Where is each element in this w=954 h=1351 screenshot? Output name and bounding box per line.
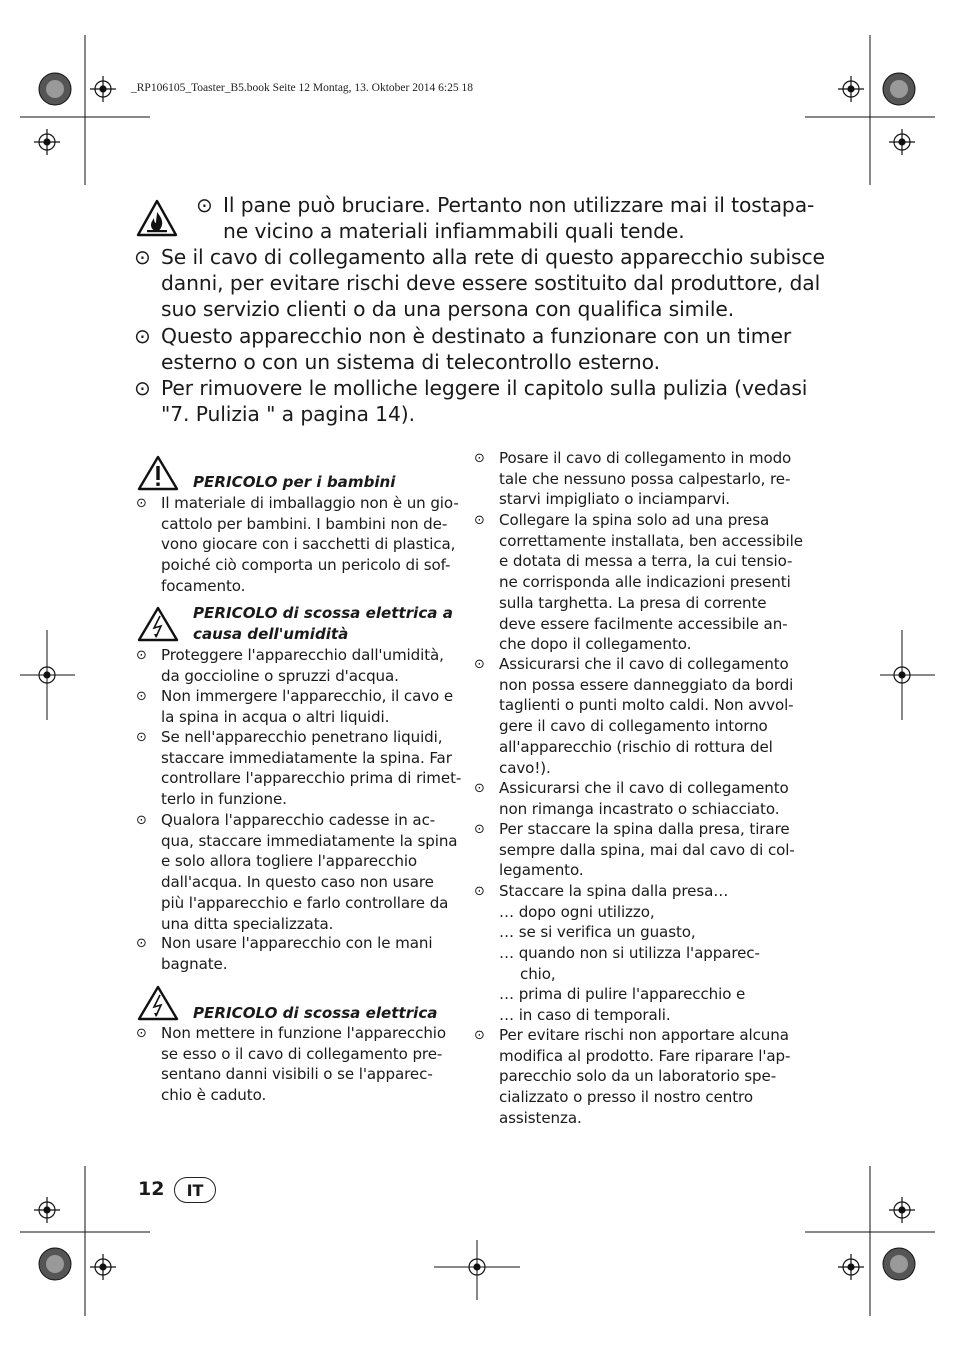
bullet-icon: ⊙ [134, 376, 151, 400]
bullet-icon: ⊙ [474, 451, 485, 466]
sub-list-item: … dopo ogni utilizzo, [499, 903, 655, 921]
list-item: ⊙ Questo apparecchio non è destinato a funzionare con un timer esterno o con un sistema di telecontrollo esterno. [134, 324, 792, 375]
page-number: 12 [138, 1178, 165, 1200]
print-header: _RP106105_Toaster_B5.book Seite 12 Montag, 13. Oktober 2014 6:25 18 [131, 82, 473, 94]
electric-warning-icon [137, 985, 179, 1021]
warning-icon [137, 455, 179, 491]
sub-list-item: … quando non si utilizza l'apparec- chio, [499, 944, 760, 983]
list-item: ⊙ Qualora l'apparecchio cadesse in ac- qua, staccare immediatamente la spina e solo allora togliere l'apparecchio dall'acqua. In questo caso non usare più l'apparecchio e farlo controllare da una ditta specializzata. [136, 811, 458, 933]
bullet-icon: ⊙ [474, 513, 485, 528]
bullet-icon: ⊙ [136, 813, 147, 828]
section-title: PERICOLO di scossa elettrica a causa dell'umidità [193, 604, 453, 643]
bullet-icon: ⊙ [196, 193, 213, 217]
bullet-icon: ⊙ [134, 324, 151, 348]
section-title: PERICOLO di scossa elettrica [193, 1004, 438, 1022]
list-item: ⊙ Non immergere l'apparecchio, il cavo e la spina in acqua o altri liquidi. [136, 687, 454, 726]
sub-list-item: … in caso di temporali. [499, 1006, 671, 1024]
bullet-icon: ⊙ [474, 1028, 485, 1043]
list-item: ⊙ Assicurarsi che il cavo di collegamento non rimanga incastrato o schiacciato. [474, 779, 789, 818]
list-item: ⊙ Per rimuovere le molliche leggere il capitolo sulla pulizia (vedasi "7. Pulizia " a pagina 14). [134, 376, 808, 427]
list-item: ⊙ Non usare l'apparecchio con le mani bagnate. [136, 934, 433, 973]
list-item: ⊙ Assicurarsi che il cavo di collegamento non possa essere danneggiato da bordi taglienti o punti molto caldi. Non avvol- gere il cavo di collegamento intorno all'apparecchio (rischio di rottura del cavo!). [474, 655, 794, 777]
list-item: ⊙ Per evitare rischi non apportare alcuna modifica al prodotto. Fare riparare l'ap- parecchio solo da un laboratorio spe- cializzato o presso il nostro centro assistenza. [474, 1026, 791, 1127]
bullet-icon: ⊙ [474, 781, 485, 796]
list-item: ⊙ Collegare la spina solo ad una presa correttamente installata, ben accessibile e dotata di messa a terra, la cui tensio- ne corrisponda alle indicazioni presenti sulla targhetta. La presa di corrente deve essere facilmente accessibile an- che dopo il collegamento. [474, 511, 803, 654]
bullet-icon: ⊙ [474, 884, 485, 899]
list-item: ⊙ Per staccare la spina dalla presa, tirare sempre dalla spina, mai dal cavo di col- legamento. [474, 820, 795, 880]
list-item: ⊙ Proteggere l'apparecchio dall'umidità, da goccioline o spruzzi d'acqua. [136, 646, 444, 685]
list-item: ⊙ Il pane può bruciare. Pertanto non utilizzare mai il tostapa- ne vicino a materiali infiammabili quali tende. [196, 193, 815, 244]
bullet-icon: ⊙ [136, 1026, 147, 1041]
list-item: ⊙ Staccare la spina dalla presa… [474, 881, 728, 902]
list-item: ⊙ Se nell'apparecchio penetrano liquidi, staccare immediatamente la spina. Far controllare l'apparecchio prima di rimet- terlo in funzione. [136, 728, 462, 809]
list-item: ⊙ Il materiale di imballaggio non è un gio- cattolo per bambini. I bambini non de- vono giocare con i sacchetti di plastica, poiché ciò comporta un pericolo di sof- focamento. [136, 494, 459, 595]
electric-warning-icon [137, 606, 179, 642]
list-item: ⊙ Posare il cavo di collegamento in modo tale che nessuno possa calpestarlo, re- starvi impigliato o inciamparvi. [474, 449, 792, 509]
bullet-icon: ⊙ [136, 648, 147, 663]
section-title: PERICOLO per i bambini [193, 473, 396, 491]
list-item: ⊙ Non mettere in funzione l'apparecchio se esso o il cavo di collegamento pre- sentano danni visibili o se l'apparec- chio è caduto. [136, 1024, 447, 1105]
bullet-icon: ⊙ [136, 730, 147, 745]
bullet-icon: ⊙ [474, 657, 485, 672]
sub-list-item: … se si verifica un guasto, [499, 923, 696, 941]
fire-warning-icon [136, 199, 178, 237]
bullet-icon: ⊙ [136, 496, 147, 511]
list-item: ⊙ Se il cavo di collegamento alla rete di questo apparecchio subisce danni, per evitare rischi deve essere sostituito dal produttore, dal suo servizio clienti o da una persona con qualifica simile. [134, 245, 825, 322]
sub-list-item: … prima di pulire l'apparecchio e [499, 985, 746, 1003]
bullet-icon: ⊙ [136, 936, 147, 951]
language-badge: IT [174, 1177, 216, 1203]
bullet-icon: ⊙ [134, 245, 151, 269]
bullet-icon: ⊙ [474, 822, 485, 837]
bullet-icon: ⊙ [136, 689, 147, 704]
